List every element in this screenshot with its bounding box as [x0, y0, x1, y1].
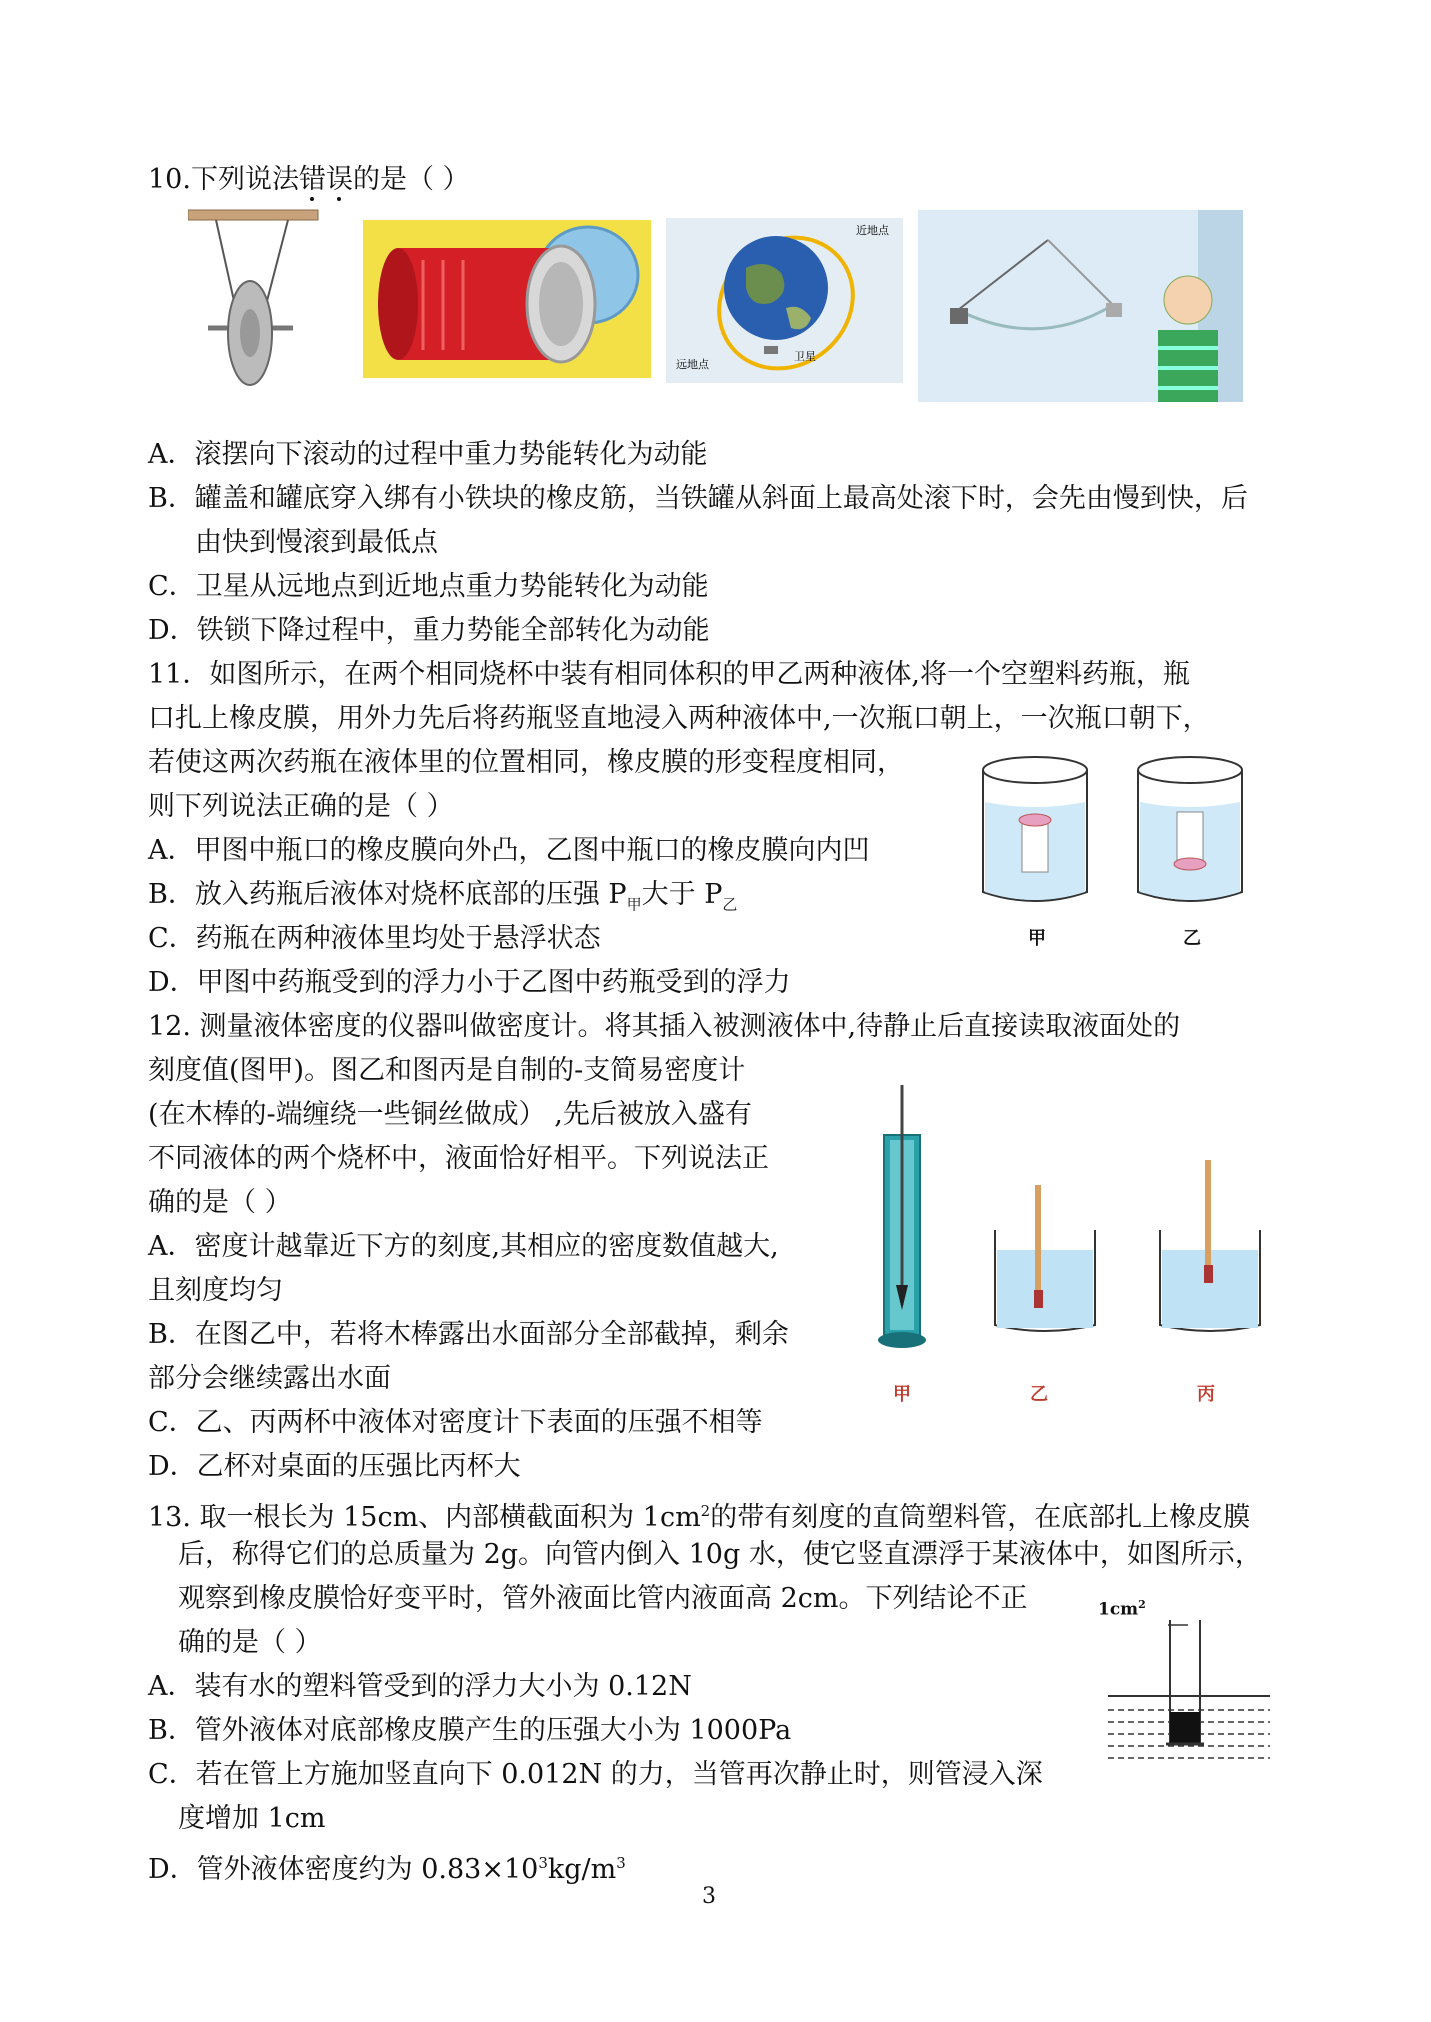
q11-beakers-figure [980, 752, 1250, 912]
q12-stem-3: (在木棒的-端缠绕一些铜丝做成） ,先后被放入盛有 [148, 1099, 752, 1130]
q11-stem-4: 则下列说法正确的是（ ） [148, 791, 454, 822]
q13-stem-2: 后，称得它们的总质量为 2g。向管内倒入 10g 水，使它竖直漂浮于某液体中，如图所示， [178, 1539, 1262, 1570]
q13-stem-1: 13. 取一根长为 15cm、内部横截面积为 $1cm^2$的带有刻度的直筒塑料管，在底部扎上橡皮膜 [148, 1502, 1251, 1533]
q13-stem-3: 观察到橡皮膜恰好变平时，管外液面比管内液面高 2cm。下列结论不正 [178, 1583, 1028, 1614]
q12-stem-5: 确的是（ ） [148, 1187, 292, 1218]
q12-option-c: C．乙、丙两杯中液体对密度计下表面的压强不相等 [148, 1407, 763, 1438]
q11-option-c: C．药瓶在两种液体里均处于悬浮状态 [148, 923, 601, 954]
q13-option-c-cont: 度增加 1cm [178, 1803, 326, 1834]
q12-option-d: D．乙杯对桌面的压强比丙杯大 [148, 1451, 521, 1482]
q13-option-c: C．若在管上方施加竖直向下 0.012N 的力，当管再次静止时，则管浸入深 [148, 1759, 1043, 1790]
q10-option-a: A．滚摆向下滚动的过程中重力势能转化为动能 [148, 439, 708, 470]
page-number: 3 [702, 1884, 716, 1909]
q12-stem-4: 不同液体的两个烧杯中，液面恰好相平。下列说法正 [148, 1143, 769, 1174]
q10-option-d: D．铁锁下降过程中，重力势能全部转化为动能 [148, 615, 710, 646]
q11-stem-3: 若使这两次药瓶在液体里的位置相同，橡皮膜的形变程度相同， [148, 747, 904, 778]
near-point-label: 近地点 [856, 224, 889, 237]
q12-caption-jia: 甲 [893, 1384, 911, 1405]
q10-option-b: B．罐盖和罐底穿入绑有小铁块的橡皮筋，当铁罐从斜面上最高处滚下时，会先由慢到快，后 [148, 483, 1248, 514]
maxwell-pendulum-figure [188, 208, 323, 398]
q12-stem-1: 12. 测量液体密度的仪器叫做密度计。将其插入被测液体中,待静止后直接读取液面处的 [148, 1011, 1181, 1042]
q10-stem: 10.下列说法错误的是（ ） [148, 164, 470, 195]
q11-option-b: B．放入药瓶后液体对烧杯底部的压强 $P_甲$大于 $P_乙$ [148, 879, 738, 914]
q10-option-b-cont: 由快到慢滚到最低点 [195, 527, 438, 558]
iron-lock-pendulum-figure [918, 210, 1243, 402]
q12-option-b-cont: 部分会继续露出水面 [148, 1363, 391, 1394]
q13-tube-figure [1100, 1620, 1275, 1770]
q13-option-b: B．管外液体对底部橡皮膜产生的压强大小为 1000Pa [148, 1715, 792, 1746]
q13-option-a: A．装有水的塑料管受到的浮力大小为 0.12N [148, 1671, 692, 1702]
q13-stem-4: 确的是（ ） [178, 1627, 322, 1658]
q12-hydrometer-figure [870, 1085, 1270, 1355]
satellite-label: 卫星 [794, 350, 816, 363]
q12-caption-bing: 丙 [1197, 1384, 1215, 1405]
q12-option-a-cont: 且刻度均匀 [148, 1275, 283, 1306]
far-point-label: 远地点 [676, 358, 709, 371]
q13-option-d: D．管外液体密度约为 $0.83\times 10^3kg/m^3$ [148, 1854, 626, 1885]
q12-stem-2: 刻度值(图甲)。图乙和图丙是自制的-支简易密度计 [148, 1055, 746, 1086]
q11-option-d: D．甲图中药瓶受到的浮力小于乙图中药瓶受到的浮力 [148, 967, 791, 998]
satellite-orbit-figure [666, 218, 903, 383]
q10-option-c: C．卫星从远地点到近地点重力势能转化为动能 [148, 571, 709, 602]
q11-caption-yi: 乙 [1183, 928, 1201, 949]
q12-option-b: B．在图乙中，若将木棒露出水面部分全部截掉，剩余 [148, 1319, 789, 1350]
q12-caption-yi: 乙 [1030, 1384, 1048, 1405]
q11-option-a: A．甲图中瓶口的橡皮膜向外凸，乙图中瓶口的橡皮膜向内凹 [148, 835, 870, 866]
q13-area-label: $1cm^2$ [1098, 1598, 1146, 1620]
q12-option-a: A．密度计越靠近下方的刻度,其相应的密度数值越大, [148, 1231, 779, 1262]
q11-stem-1: 11．如图所示，在两个相同烧杯中装有相同体积的甲乙两种液体,将一个空塑料药瓶，瓶 [148, 659, 1190, 690]
rolling-can-figure [363, 220, 651, 378]
q11-caption-jia: 甲 [1028, 928, 1046, 949]
q11-stem-2: 口扎上橡皮膜，用外力先后将药瓶竖直地浸入两种液体中,一次瓶口朝上，一次瓶口朝下， [148, 703, 1210, 734]
